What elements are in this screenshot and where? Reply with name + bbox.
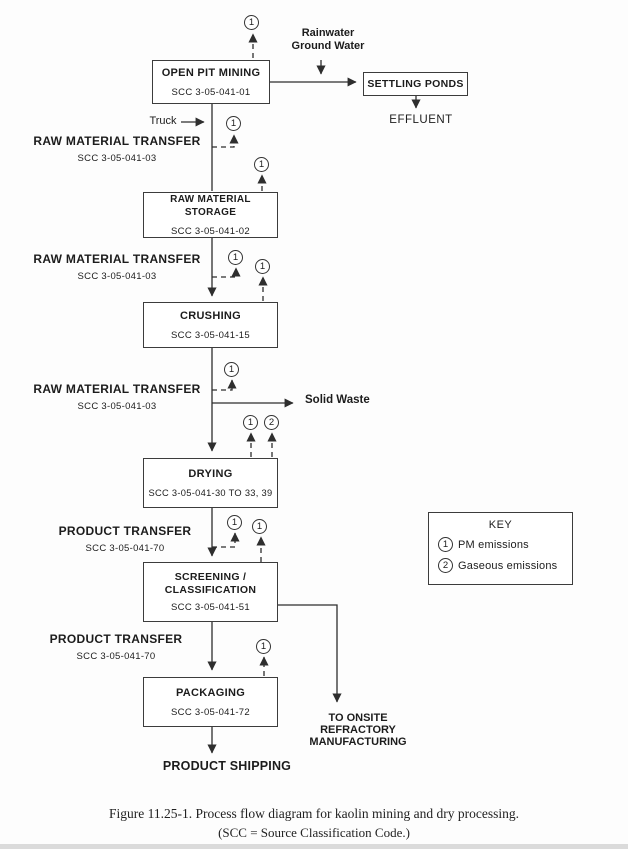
node-title: OPEN PIT MINING [161, 66, 261, 79]
label-title: RAW MATERIAL TRANSFER [33, 382, 201, 396]
node-title: PACKAGING [175, 686, 246, 699]
annotation-to-onsite-refractory [299, 712, 417, 748]
annotation-truck: Truck [149, 115, 177, 127]
key-item-label: PM emissions [458, 538, 529, 551]
pm-emissions-marker-icon: 1 [243, 415, 258, 430]
key-item-gaseous [438, 558, 572, 573]
key-title: KEY [488, 519, 513, 531]
label-product-transfer-1 [47, 524, 203, 554]
label-title: PRODUCT TRANSFER [58, 524, 192, 538]
annotation-product-shipping: PRODUCT SHIPPING [162, 759, 292, 773]
node-scc: SCC 3-05-041-30 TO 33, 39 [148, 488, 273, 498]
annotation-line: TO ONSITE [328, 712, 388, 724]
node-scc: SCC 3-05-041-02 [171, 226, 250, 237]
node-raw-material-storage [143, 192, 278, 238]
label-title: PRODUCT TRANSFER [49, 632, 183, 646]
key-item-label: Gaseous emissions [458, 559, 558, 572]
emission-rmt3 [212, 380, 232, 390]
node-title-line2: CLASSIFICATION [164, 584, 257, 596]
emission-rmt1 [212, 135, 234, 147]
node-title: RAW MATERIAL STORAGE [170, 194, 251, 218]
pm-emissions-marker-icon: 1 [252, 519, 267, 534]
key-item-pm [438, 537, 572, 552]
annotation-line: REFRACTORY [320, 724, 396, 736]
pm-emissions-marker-icon: 1 [226, 116, 241, 131]
gaseous-emissions-marker-icon: 2 [438, 558, 453, 573]
pm-emissions-marker-icon: 1 [255, 259, 270, 274]
pm-emissions-marker-icon: 1 [228, 250, 243, 265]
pm-emissions-marker-icon: 1 [254, 157, 269, 172]
emission-rmt2 [212, 268, 236, 277]
label-scc: SCC 3-05-041-03 [77, 271, 157, 282]
pm-emissions-marker-icon: 1 [244, 15, 259, 30]
node-scc: SCC 3-05-041-72 [171, 706, 250, 718]
scan-edge-artifact [0, 844, 628, 849]
label-raw-material-transfer-3 [28, 382, 206, 412]
label-scc: SCC 3-05-041-70 [76, 651, 156, 662]
node-scc: SCC 3-05-041-15 [171, 329, 250, 341]
annotation-line: MANUFACTURING [309, 736, 407, 748]
node-drying [143, 458, 278, 508]
pm-emissions-marker-icon: 1 [224, 362, 239, 377]
node-title: SETTLING PONDS [367, 77, 464, 90]
node-crushing [143, 302, 278, 348]
node-screening-classification [143, 562, 278, 622]
label-raw-material-transfer-1 [28, 134, 206, 164]
key-legend [428, 512, 573, 585]
node-scc: SCC 3-05-041-51 [171, 602, 250, 613]
figure-caption-line1: Figure 11.25-1. Process flow diagram for kaolin mining and dry processing. [108, 806, 520, 821]
label-scc: SCC 3-05-041-70 [85, 543, 165, 554]
pm-emissions-marker-icon: 1 [227, 515, 242, 530]
annotation-line: Ground Water [291, 40, 365, 52]
node-open-pit-mining [152, 60, 270, 104]
label-title: RAW MATERIAL TRANSFER [33, 252, 201, 266]
node-packaging [143, 677, 278, 727]
node-title: DRYING [188, 468, 233, 480]
label-product-transfer-2 [38, 632, 194, 662]
label-scc: SCC 3-05-041-03 [77, 153, 157, 164]
figure-caption-line2: (SCC = Source Classification Code.) [218, 825, 410, 840]
label-scc: SCC 3-05-041-03 [77, 401, 157, 412]
pm-emissions-marker-icon: 1 [438, 537, 453, 552]
node-settling-ponds [363, 72, 468, 96]
annotation-line: Rainwater [301, 27, 355, 39]
gaseous-emissions-marker-icon: 2 [264, 415, 279, 430]
pm-emissions-marker-icon: 1 [256, 639, 271, 654]
node-title-line1: SCREENING / [174, 571, 247, 583]
node-scc: SCC 3-05-041-01 [171, 86, 251, 98]
flow-screening-to-refractory [278, 605, 337, 702]
annotation-effluent: EFFLUENT [389, 114, 453, 126]
annotation-solid-waste: Solid Waste [305, 394, 370, 406]
label-raw-material-transfer-2 [28, 252, 206, 282]
node-title: CRUSHING [179, 309, 242, 322]
label-title: RAW MATERIAL TRANSFER [33, 134, 201, 148]
annotation-rainwater-groundwater [278, 27, 378, 53]
emission-pt1 [212, 533, 235, 547]
